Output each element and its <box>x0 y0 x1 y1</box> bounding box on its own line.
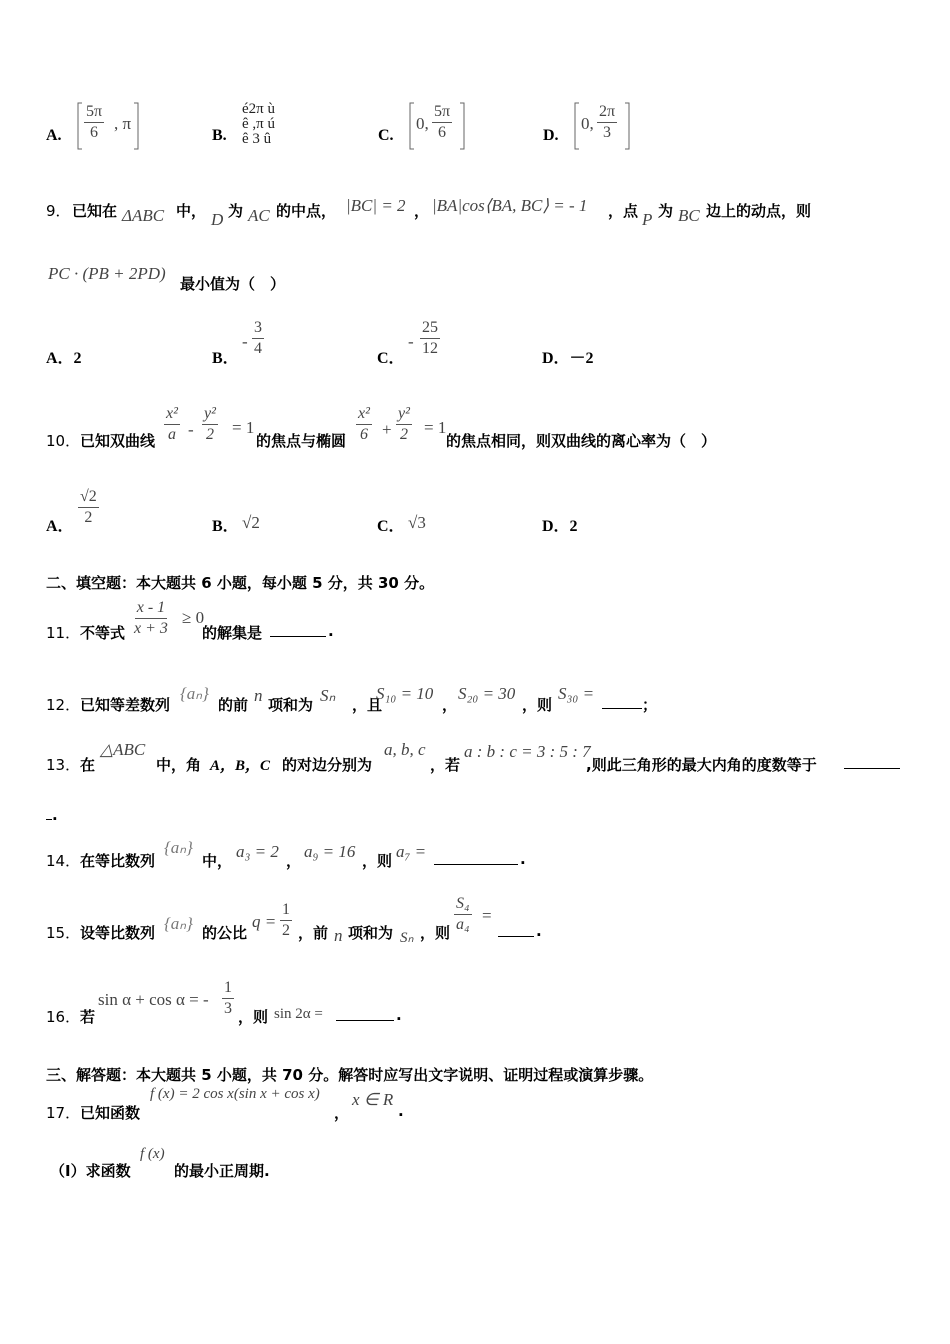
q12: 12． 已知等差数列 {aₙ} 的前 n 项和为 Sₙ ，且 S₁₀ = 10 ， S₂₀ = 30 ，则 S₃₀ = ； <box>46 684 658 714</box>
right-bracket <box>132 102 140 150</box>
answer-blank[interactable] <box>270 622 326 637</box>
q15: 15． 设等比数列 {aₙ} 的公比 q = $\frac{1}{2}$ ，前 n 项和为 Sₙ ，则 $\frac{\text{S₄}}{\text{a₄}}$ = . <box>46 895 542 946</box>
fraction: $\frac{1}{2}$ <box>282 901 290 939</box>
q16: 16． 若 sin α + cos α = - $\frac{1}{3}$ ，则 sin 2α = . <box>46 979 402 1026</box>
fraction: $\frac{\text{x²}}{a}$ <box>166 405 178 443</box>
q13: 13． 在 △ABC 中，角 A，B，C 的对边分别为 a, b, c ，若 a : b : c = 3 : 5 : 7 ,则此三角形的最大内角的度数等于 <box>46 738 906 774</box>
fraction: $\frac{3}{4}$ <box>254 319 262 357</box>
fraction: $\frac{5\pi}{6}$ <box>86 103 103 141</box>
fraction: $\frac{x - 1}{x + 3}$ <box>134 599 168 637</box>
fraction: $\frac{√2}{2}$ <box>80 488 97 526</box>
fraction: $\frac{25}{12}$ <box>422 319 438 357</box>
q9-option-a: A．2 <box>46 350 82 367</box>
fraction: $\frac{1}{3}$ <box>224 979 232 1017</box>
q9-expression: PC · (PB + 2PD) 最小值为（ ） <box>48 264 286 293</box>
answer-blank[interactable] <box>498 922 534 937</box>
q13-blank-continuation: . <box>46 806 58 824</box>
left-bracket <box>573 102 581 150</box>
right-bracket <box>458 102 466 150</box>
garbled-math: é2π ù ê ,π ú ê 3 û <box>242 101 275 147</box>
q9-option-d: D．－2 <box>542 350 594 367</box>
answer-blank[interactable] <box>602 694 642 709</box>
fraction: $\frac{2\pi}{3}$ <box>599 103 616 141</box>
fraction: $\frac{\text{S₄}}{\text{a₄}}$ <box>456 895 470 933</box>
q10-option-d: D．2 <box>542 518 578 535</box>
section-heading-fill-in: 二、填空题：本大题共 6 小题，每小题 5 分，共 30 分。 <box>46 574 435 592</box>
fraction: $\frac{\text{y²}}{2}$ <box>204 405 216 443</box>
q9-options: A．2 B． - $\frac{3}{4}$ C． - $\frac{25}{12}$ D．－2 <box>46 319 594 367</box>
fraction: $\frac{5\pi}{6}$ <box>434 103 451 141</box>
q17: 17． 已知函数 f (x) = 2 cos x(sin x + cos x) ， x ∈ R . <box>46 1086 404 1122</box>
left-bracket <box>76 102 84 150</box>
right-bracket <box>623 102 631 150</box>
q17-part-1: （I）求函数 f (x) 的最小正周期. <box>50 1146 270 1180</box>
q10-options: A． $\frac{√2}{2}$ B． √2 C． √3 D．2 <box>46 488 578 535</box>
fraction: $\frac{\text{x²}}{6}$ <box>358 405 370 443</box>
answer-blank[interactable] <box>336 1006 394 1021</box>
left-bracket <box>408 102 416 150</box>
fraction: $\frac{\text{y²}}{2}$ <box>398 405 410 443</box>
q10-stem: 10． 已知双曲线 $\frac{\text{x²}}{a}$ - $\frac{\text{y²}}{2}$ = 1 的焦点与椭圆 $\frac{\text{x²}}{6}$ + $\frac{\text{y²}}{2}$ = 1 的焦点相同，则双曲线的离心率为（ ） <box>46 405 717 450</box>
q9-stem: 9． 已知在 ΔABC 中， D 为 AC 的中点， |BC| = 2 ， |BA|cos⟨BA, BC⟩ = - 1 ，点 P 为 BC 边上的动点，则 <box>46 196 812 229</box>
section-heading-solutions: 三、解答题：本大题共 5 小题，共 70 分。解答时应写出文字说明、证明过程或演算步骤。 <box>46 1066 654 1084</box>
answer-blank[interactable] <box>844 754 900 769</box>
q11: 11． 不等式 $\frac{x - 1}{x + 3}$ ≥ 0 的解集是 . <box>46 599 334 642</box>
q14: 14． 在等比数列 {aₙ} 中， a₃ = 2 ， a₉ = 16 ，则 a₇ = . <box>46 838 526 870</box>
answer-blank[interactable] <box>434 850 518 865</box>
